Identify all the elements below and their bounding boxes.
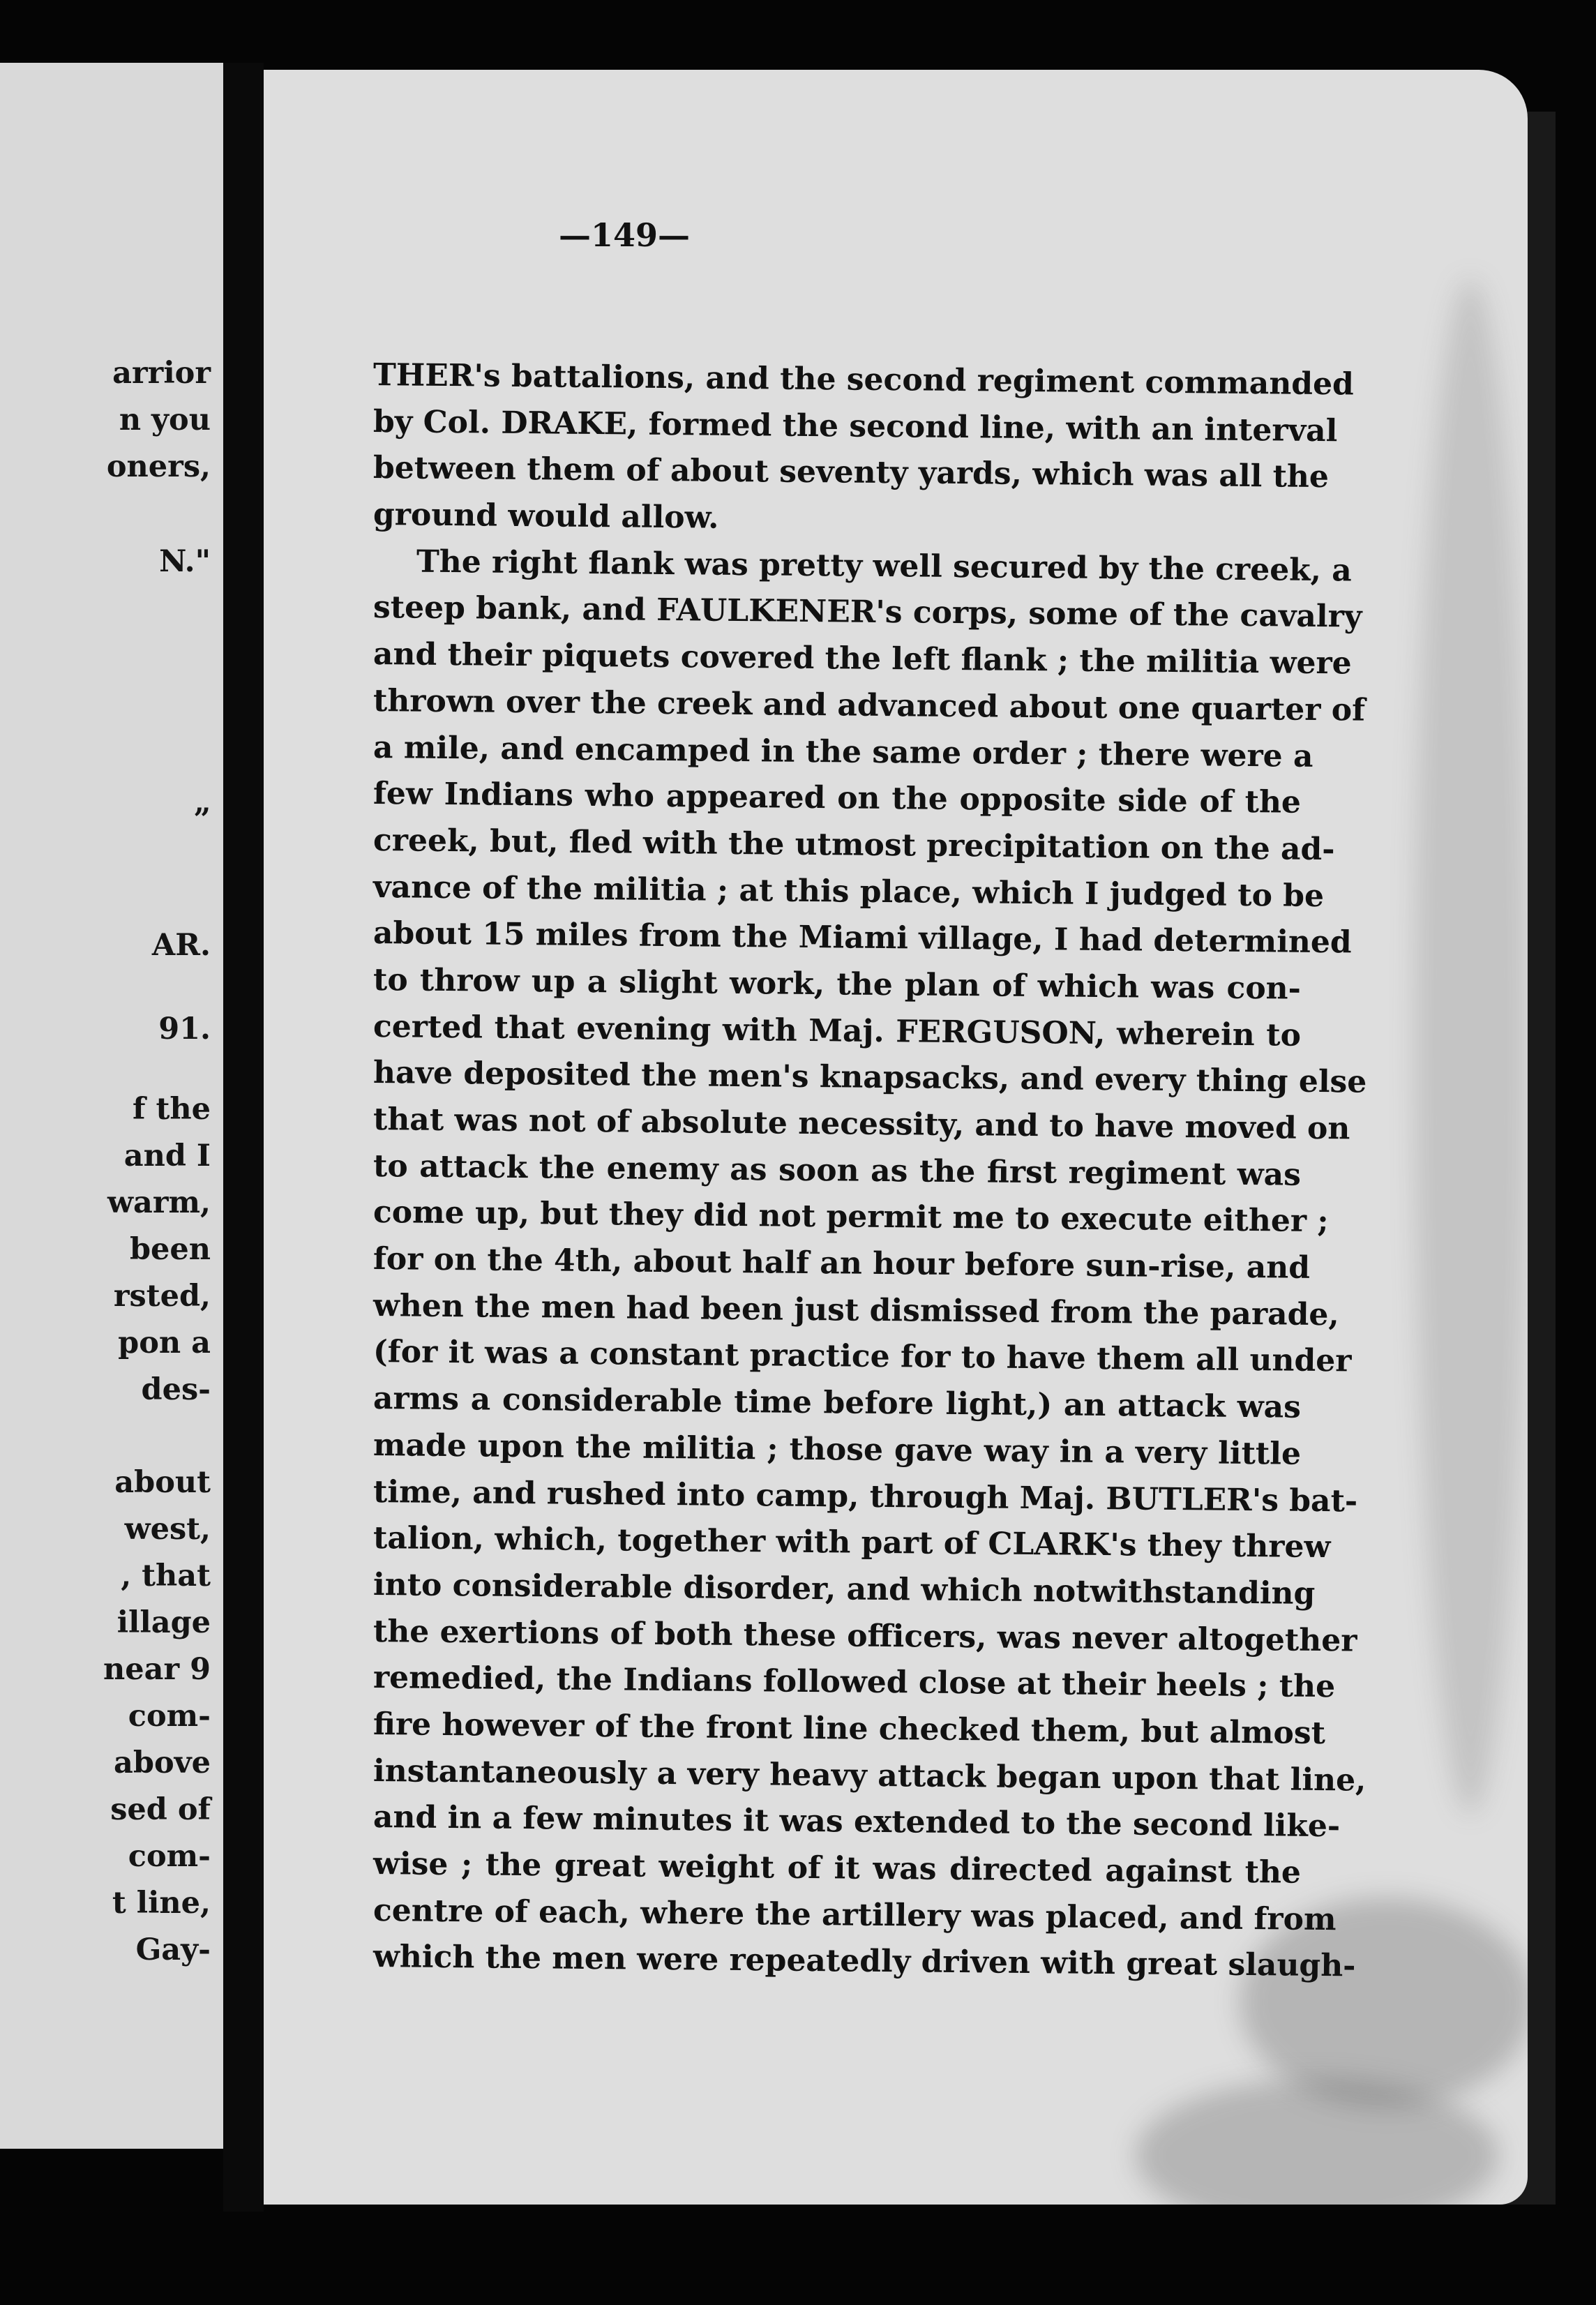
text-line: to throw up a slight work, the plan of which was con- bbox=[372, 961, 1302, 1007]
text-line: and their piquets covered the left flank ; the militia were bbox=[372, 636, 1352, 682]
left-page-fragment: west, bbox=[124, 1512, 211, 1547]
left-page-fragment: about bbox=[114, 1465, 211, 1500]
left-page-fragment: rsted, bbox=[113, 1279, 211, 1314]
left-page-fragment: Gay- bbox=[135, 1932, 211, 1967]
left-page-fragment: 91. bbox=[158, 1012, 211, 1046]
left-page-fragment: pon a bbox=[118, 1326, 211, 1360]
left-page-fragment: com- bbox=[128, 1839, 211, 1874]
text-line: steep bank, and FAULKENER's corps, some of the cavalry bbox=[372, 590, 1362, 636]
text-line: arms a considerable time before light,) an attack was bbox=[372, 1381, 1302, 1425]
left-page-fragment: arrior bbox=[112, 356, 211, 391]
text-line: certed that evening with Maj. FERGUSON, wherein to bbox=[372, 1008, 1302, 1053]
text-line: when the men had been just dismissed from the parade, bbox=[372, 1287, 1339, 1333]
left-page-fragment: and I bbox=[123, 1139, 211, 1173]
left-page-fragment: been bbox=[129, 1232, 211, 1267]
left-page-fragment: warm, bbox=[107, 1185, 211, 1220]
text-line: talion, which, together with part of CLARK's they threw bbox=[372, 1520, 1331, 1566]
text-line: for on the 4th, about half an hour before sun-rise, and bbox=[372, 1241, 1311, 1286]
left-page-fragment: n you bbox=[119, 403, 211, 437]
text-line: instantaneously a very heavy attack began upon that line, bbox=[372, 1752, 1367, 1799]
text-line: which the men were repeatedly driven with great slaugh- bbox=[372, 1939, 1356, 1984]
text-line: creek, but, fled with the utmost precipitation on the ad- bbox=[372, 822, 1335, 868]
text-line: remedied, the Indians followed close at their heels ; the bbox=[372, 1660, 1336, 1705]
book-gutter bbox=[223, 63, 264, 2212]
text-line: a mile, and encamped in the same order ; there were a bbox=[372, 729, 1313, 774]
text-line: to attack the enemy as soon as the first regiment was bbox=[372, 1148, 1302, 1193]
text-line: (for it was a constant practice for to have them all under bbox=[372, 1334, 1352, 1379]
left-page-fragment: t line, bbox=[112, 1886, 211, 1921]
left-page-fragment: near 9 bbox=[103, 1652, 211, 1687]
left-page-fragment: AR. bbox=[151, 928, 211, 963]
text-line: vance of the militia ; at this place, which I judged to be bbox=[372, 869, 1325, 914]
text-line: ground would allow. bbox=[372, 497, 719, 536]
left-page-fragment: ” bbox=[193, 802, 211, 837]
text-line: wise ; the great weight of it was directed against the bbox=[372, 1846, 1302, 1891]
left-page-fragment: illage bbox=[116, 1605, 211, 1640]
left-page-edge bbox=[0, 63, 223, 2149]
left-page-fragment: N." bbox=[159, 544, 211, 579]
text-line: the exertions of both these officers, was never altogether bbox=[372, 1613, 1357, 1659]
left-page-fragment: sed of bbox=[110, 1792, 211, 1827]
text-line: thrown over the creek and advanced about one quarter of bbox=[372, 682, 1366, 728]
text-line: have deposited the men's knapsacks, and every thing else bbox=[372, 1055, 1367, 1100]
text-line: that was not of absolute necessity, and to have moved on bbox=[372, 1102, 1350, 1147]
body-text bbox=[372, 352, 1367, 1984]
left-page-fragment: com- bbox=[128, 1699, 211, 1734]
ink-smudge bbox=[1415, 279, 1526, 1814]
left-page-fragment: above bbox=[114, 1745, 211, 1780]
left-page-fragment: , that bbox=[121, 1559, 211, 1593]
page-number: —149— bbox=[558, 216, 691, 254]
text-line: centre of each, where the artillery was placed, and from bbox=[372, 1892, 1337, 1937]
left-page-fragment: f the bbox=[133, 1092, 211, 1127]
text-line: into considerable disorder, and which notwithstanding bbox=[372, 1566, 1316, 1612]
text-line: THER's battalions, and the second regiment commanded bbox=[372, 357, 1355, 403]
text-line: made upon the militia ; those gave way in a very little bbox=[372, 1427, 1302, 1472]
text-line: The right flank was pretty well secured by the creek, a bbox=[416, 543, 1353, 589]
text-line: time, and rushed into camp, through Maj. BUTLER's bat- bbox=[372, 1473, 1358, 1519]
text-line: few Indians who appeared on the opposite side of the bbox=[372, 776, 1302, 820]
text-line: about 15 miles from the Miami village, I had determined bbox=[372, 915, 1352, 961]
left-page-fragment: des- bbox=[141, 1372, 211, 1407]
text-line: by Col. DRAKE, formed the second line, with an interval bbox=[372, 403, 1338, 449]
text-line: come up, but they did not permit me to execute either ; bbox=[372, 1194, 1329, 1240]
text-line: between them of about seventy yards, which was all the bbox=[372, 450, 1330, 495]
text-line: fire however of the front line checked them, but almost bbox=[372, 1706, 1326, 1752]
text-line: and in a few minutes it was extended to the second like- bbox=[372, 1799, 1341, 1845]
left-page-fragment: oners, bbox=[106, 449, 211, 484]
